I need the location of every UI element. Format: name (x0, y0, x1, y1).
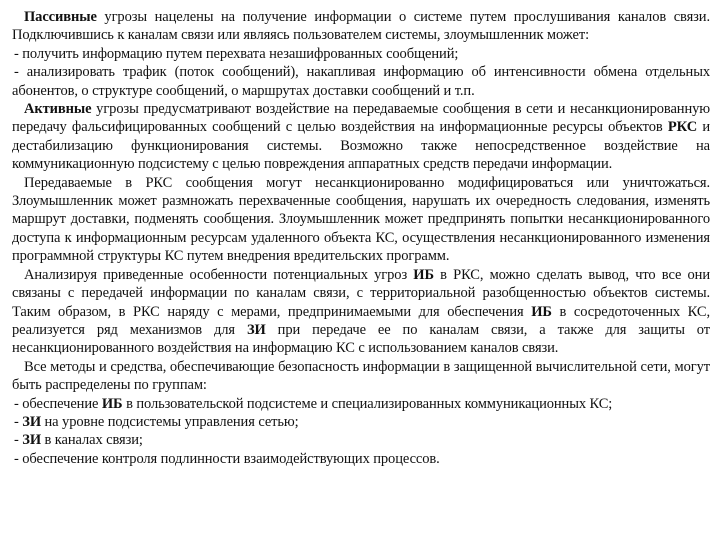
term-active: Активные (24, 101, 92, 118)
list-item (12, 413, 710, 431)
term-ib: ИБ (413, 266, 434, 283)
paragraph-active-threats (12, 100, 710, 174)
term-ib: ИБ (101, 395, 123, 412)
list-item-text: в каналах связи; (41, 432, 143, 449)
term-zi: ЗИ (22, 413, 41, 430)
list-item: - получить информацию путем перехвата незашифрованных сообщений; (14, 45, 459, 62)
term-zi: ЗИ (246, 321, 266, 338)
list-item (12, 395, 710, 413)
list-item-text: на уровне подсистемы управления сетью; (41, 413, 299, 430)
term-rks: РКС (667, 119, 698, 136)
paragraph-text: при передаче ее по каналам связи, а также для защиты от несанкционированного воздействия на информацию КС с использованием каналов связи. (12, 321, 711, 357)
paragraph-text: Анализируя приведенные особенности потенциальных угроз (24, 266, 414, 283)
paragraph-text: в сосредоточенных КС, реализуется ряд механизмов для (12, 303, 710, 338)
list-item-text: - (14, 413, 23, 430)
list-item: - анализировать трафик (поток сообщений), накапливая информацию об интенсивности обмена отдельных абонентов, о структуре сообщений, о маршрутах доставки сообщений и т.п. (12, 64, 710, 99)
list-item: - обеспечение контроля подлинности взаимодействующих процессов. (14, 450, 440, 467)
term-passive: Пассивные (24, 9, 97, 25)
paragraph-text: угрозы нацелены на получение информации о системе путем прослушивания каналов связи. Подключившись к каналам связи или являясь пользователем системы, злоумышленник может: (12, 9, 710, 44)
term-ib: ИБ (531, 303, 552, 320)
paragraph-passive-threats (12, 8, 710, 45)
paragraph-analysis (12, 266, 710, 358)
paragraph-methods: Все методы и средства, обеспечивающие безопасность информации в защищенной вычислительной сети, могут быть распределены по группам: (12, 358, 710, 394)
paragraph-text: в РКС, можно сделать вывод, что все они связаны с передачей информации по каналам связи, с территориальной разобщенностью объектов системы. Таким образом, в РКС наряду с мерами, предпринимаемыми для обеспечения (12, 266, 710, 320)
paragraph-text: угрозы предусматривают воздействие на передаваемые сообщения в сети и несанкционированную передачу фальсифицированных сообщений с целью воздействия на информационные ресурсы объектов (12, 101, 710, 136)
paragraph-modification: Передаваемые в РКС сообщения могут несанкционированно модифицироваться или уничтожаться. Злоумышленник может размножать перехваченные сообщения, нарушать их очередность следования, изменять маршрут доставки, подменять сообщения. Злоумышленник может предпринять попытки несанкционированного доступа к информационным ресурсам удаленного объекта КС, осуществления несанкционированного изменения программной структуры КС путем внедрения вредительских программ. (12, 174, 710, 265)
term-zi: ЗИ (22, 432, 41, 449)
list-item (12, 431, 710, 449)
list-item-text: в пользовательской подсистеме и специализированных коммуникационных КС; (122, 395, 613, 412)
paragraph-text: и дестабилизацию функционирования системы. Возможно также непосредственное воздействие на коммуникационную подсистему с целью повреждения аппаратных средств передачи информации. (12, 119, 711, 173)
list-item-text: - обеспечение (14, 395, 102, 412)
list-item-text: - (14, 432, 23, 449)
